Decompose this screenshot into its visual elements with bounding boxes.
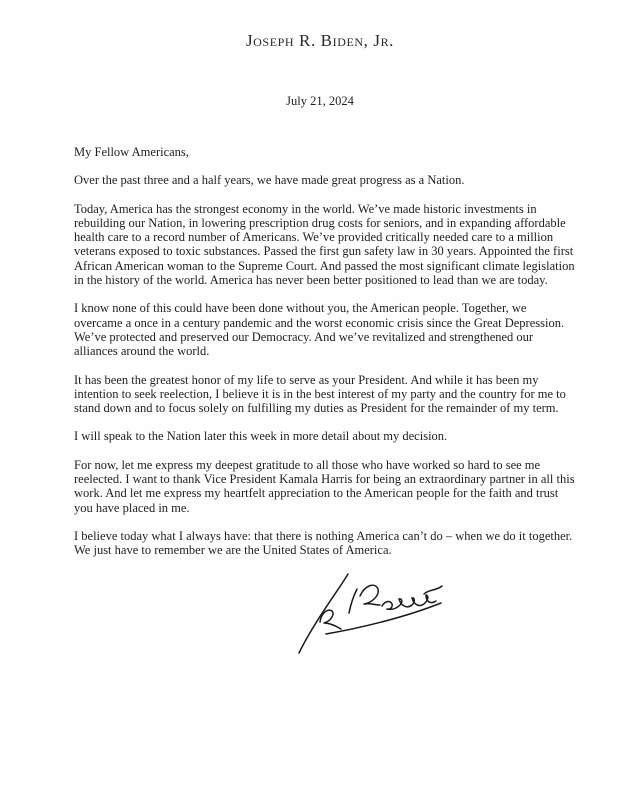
letterhead-name: Joseph R. Biden, Jr. [245,31,395,50]
paragraph: I believe today what I always have: that there is nothing America can’t do – when we do it together. We just have to remember we are the United States of America. [74,528,573,558]
paragraph: I know none of this could have been done without you, the American people. Together, we overcame a once in a century pandemic and the worst economic crisis since the Great Depression. We’ve protected and preserved our Democracy. And we’ve revitalized and strengthened our alliances around the world. [74,301,565,359]
salutation: My Fellow Americans, [74,145,189,159]
letter-date: July 21, 2024 [286,94,354,108]
letter-body [74,145,576,657]
paragraph: I will speak to the Nation later this week in more detail about my decision. [74,429,448,444]
paragraph: Today, America has the strongest economy in the world. We’ve made historic investments in rebuilding our Nation, in lowering prescription drug costs for seniors, and in expanding affordable health care to a record number of Americans. We’ve provided critically needed care to a million veterans exposed to toxic substances. Passed the first gun safety law in 30 years. Appointed the first African American woman to the Supreme Court. And passed the most significant climate legislation in the history of the world. America has never been better positioned to lead than we are today. [74,201,575,288]
signature-joe-biden [296,572,446,657]
paragraph: Over the past three and a half years, we have made great progress as a Nation. [74,173,465,188]
paragraph: It has been the greatest honor of my life to serve as your President. And while it has been my intention to seek reelection, I believe it is in the best interest of my party and the country for me to stand down and to focus solely on fulfilling my duties as President for the remainder of my term. [74,372,566,416]
paragraph: For now, let me express my deepest gratitude to all those who have worked so hard to see me reelected. I want to thank Vice President Kamala Harris for being an extraordinary partner in all this work. And let me express my heartfelt appreciation to the American people for the faith and trust you have placed in me. [74,457,575,515]
